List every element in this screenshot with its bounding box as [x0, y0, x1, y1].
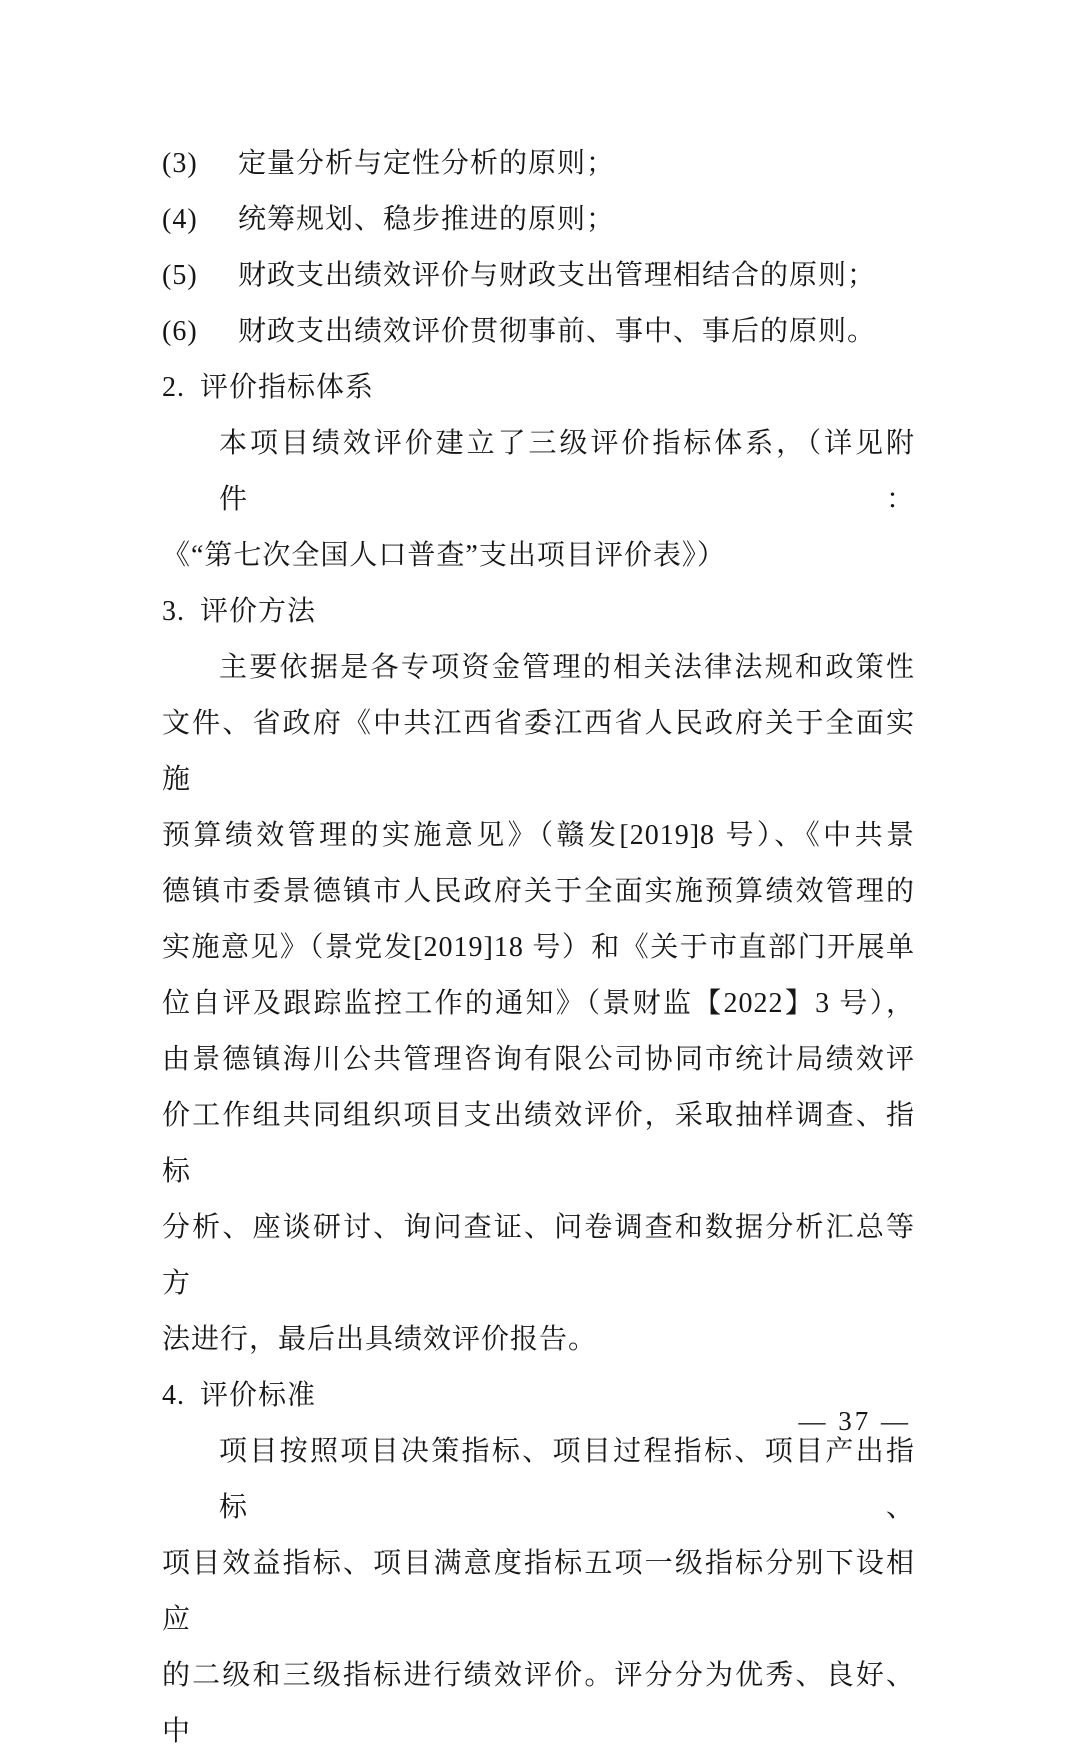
text-line [162, 976, 915, 1032]
line-text: 文件、省政府《中共江西省委江西省人民政府关于全面实施 [162, 708, 915, 795]
line-text: 分析、座谈研讨、询问查证、问卷调查和数据分析汇总等方 [162, 1212, 915, 1299]
line-text: 项目按照项目决策指标、项目过程指标、项目产出指标、 [219, 1436, 915, 1523]
line-text: 的二级和三级指标进行绩效评价。评分分为优秀、良好、中 [162, 1660, 915, 1747]
text-line [162, 360, 915, 416]
text-line [162, 1088, 915, 1200]
list-item-marker: (6) [162, 316, 198, 347]
text-line [162, 248, 915, 304]
line-text: 价工作组共同组织项目支出绩效评价，采取抽样调查、指标 [162, 1100, 915, 1187]
line-text: 德镇市委景德镇市人民政府关于全面实施预算绩效管理的 [162, 876, 915, 907]
text-line [162, 192, 915, 248]
line-text: 主要依据是各专项资金管理的相关法律法规和政策性 [219, 652, 915, 683]
text-line [162, 1032, 915, 1088]
document-body [162, 136, 915, 1760]
section-number: 4. [162, 1380, 185, 1411]
line-text: 法进行，最后出具绩效评价报告。 [162, 1324, 598, 1355]
text-line [162, 640, 915, 696]
section-heading-text: 评价标准 [200, 1380, 317, 1411]
text-line [162, 1424, 915, 1536]
line-text: 财政支出绩效评价贯彻事前、事中、事后的原则。 [238, 316, 877, 347]
line-text: 本项目绩效评价建立了三级评价指标体系，（详见附件： [219, 428, 915, 515]
line-text: 《“第七次全国人口普查”支出项目评价表》） [162, 540, 726, 571]
line-text: 项目效益指标、项目满意度指标五项一级指标分别下设相应 [162, 1548, 915, 1635]
line-text: 定量分析与定性分析的原则； [238, 148, 616, 179]
line-text: 由景德镇海川公共管理咨询有限公司协同市统计局绩效评 [162, 1044, 915, 1075]
page-number: — 37 — [798, 1406, 911, 1436]
text-line [162, 528, 915, 584]
text-line [162, 1200, 915, 1312]
list-item-marker: (5) [162, 260, 198, 291]
section-heading-text: 评价指标体系 [200, 372, 375, 403]
line-text: 财政支出绩效评价与财政支出管理相结合的原则； [238, 260, 877, 291]
section-number: 2. [162, 372, 185, 403]
text-line [162, 1536, 915, 1648]
line-text: 统筹规划、稳步推进的原则； [238, 204, 616, 235]
text-line [162, 1648, 915, 1760]
text-line [162, 808, 915, 864]
list-item-marker: (4) [162, 204, 198, 235]
text-line [162, 920, 915, 976]
text-line [162, 864, 915, 920]
list-item-marker: (3) [162, 148, 198, 179]
section-heading-text: 评价方法 [200, 596, 317, 627]
section-number: 3. [162, 596, 185, 627]
text-line [162, 304, 915, 360]
text-line [162, 696, 915, 808]
text-line [162, 1312, 915, 1368]
line-text: 实施意见》（景党发[2019]18 号）和《关于市直部门开展单 [162, 932, 915, 963]
text-line [162, 584, 915, 640]
text-line [162, 136, 915, 192]
text-line [162, 416, 915, 528]
line-text: 位自评及跟踪监控工作的通知》（景财监【2022】3 号）， [162, 988, 915, 1019]
line-text: 预算绩效管理的实施意见》（赣发[2019]8 号）、《中共景 [162, 820, 915, 851]
